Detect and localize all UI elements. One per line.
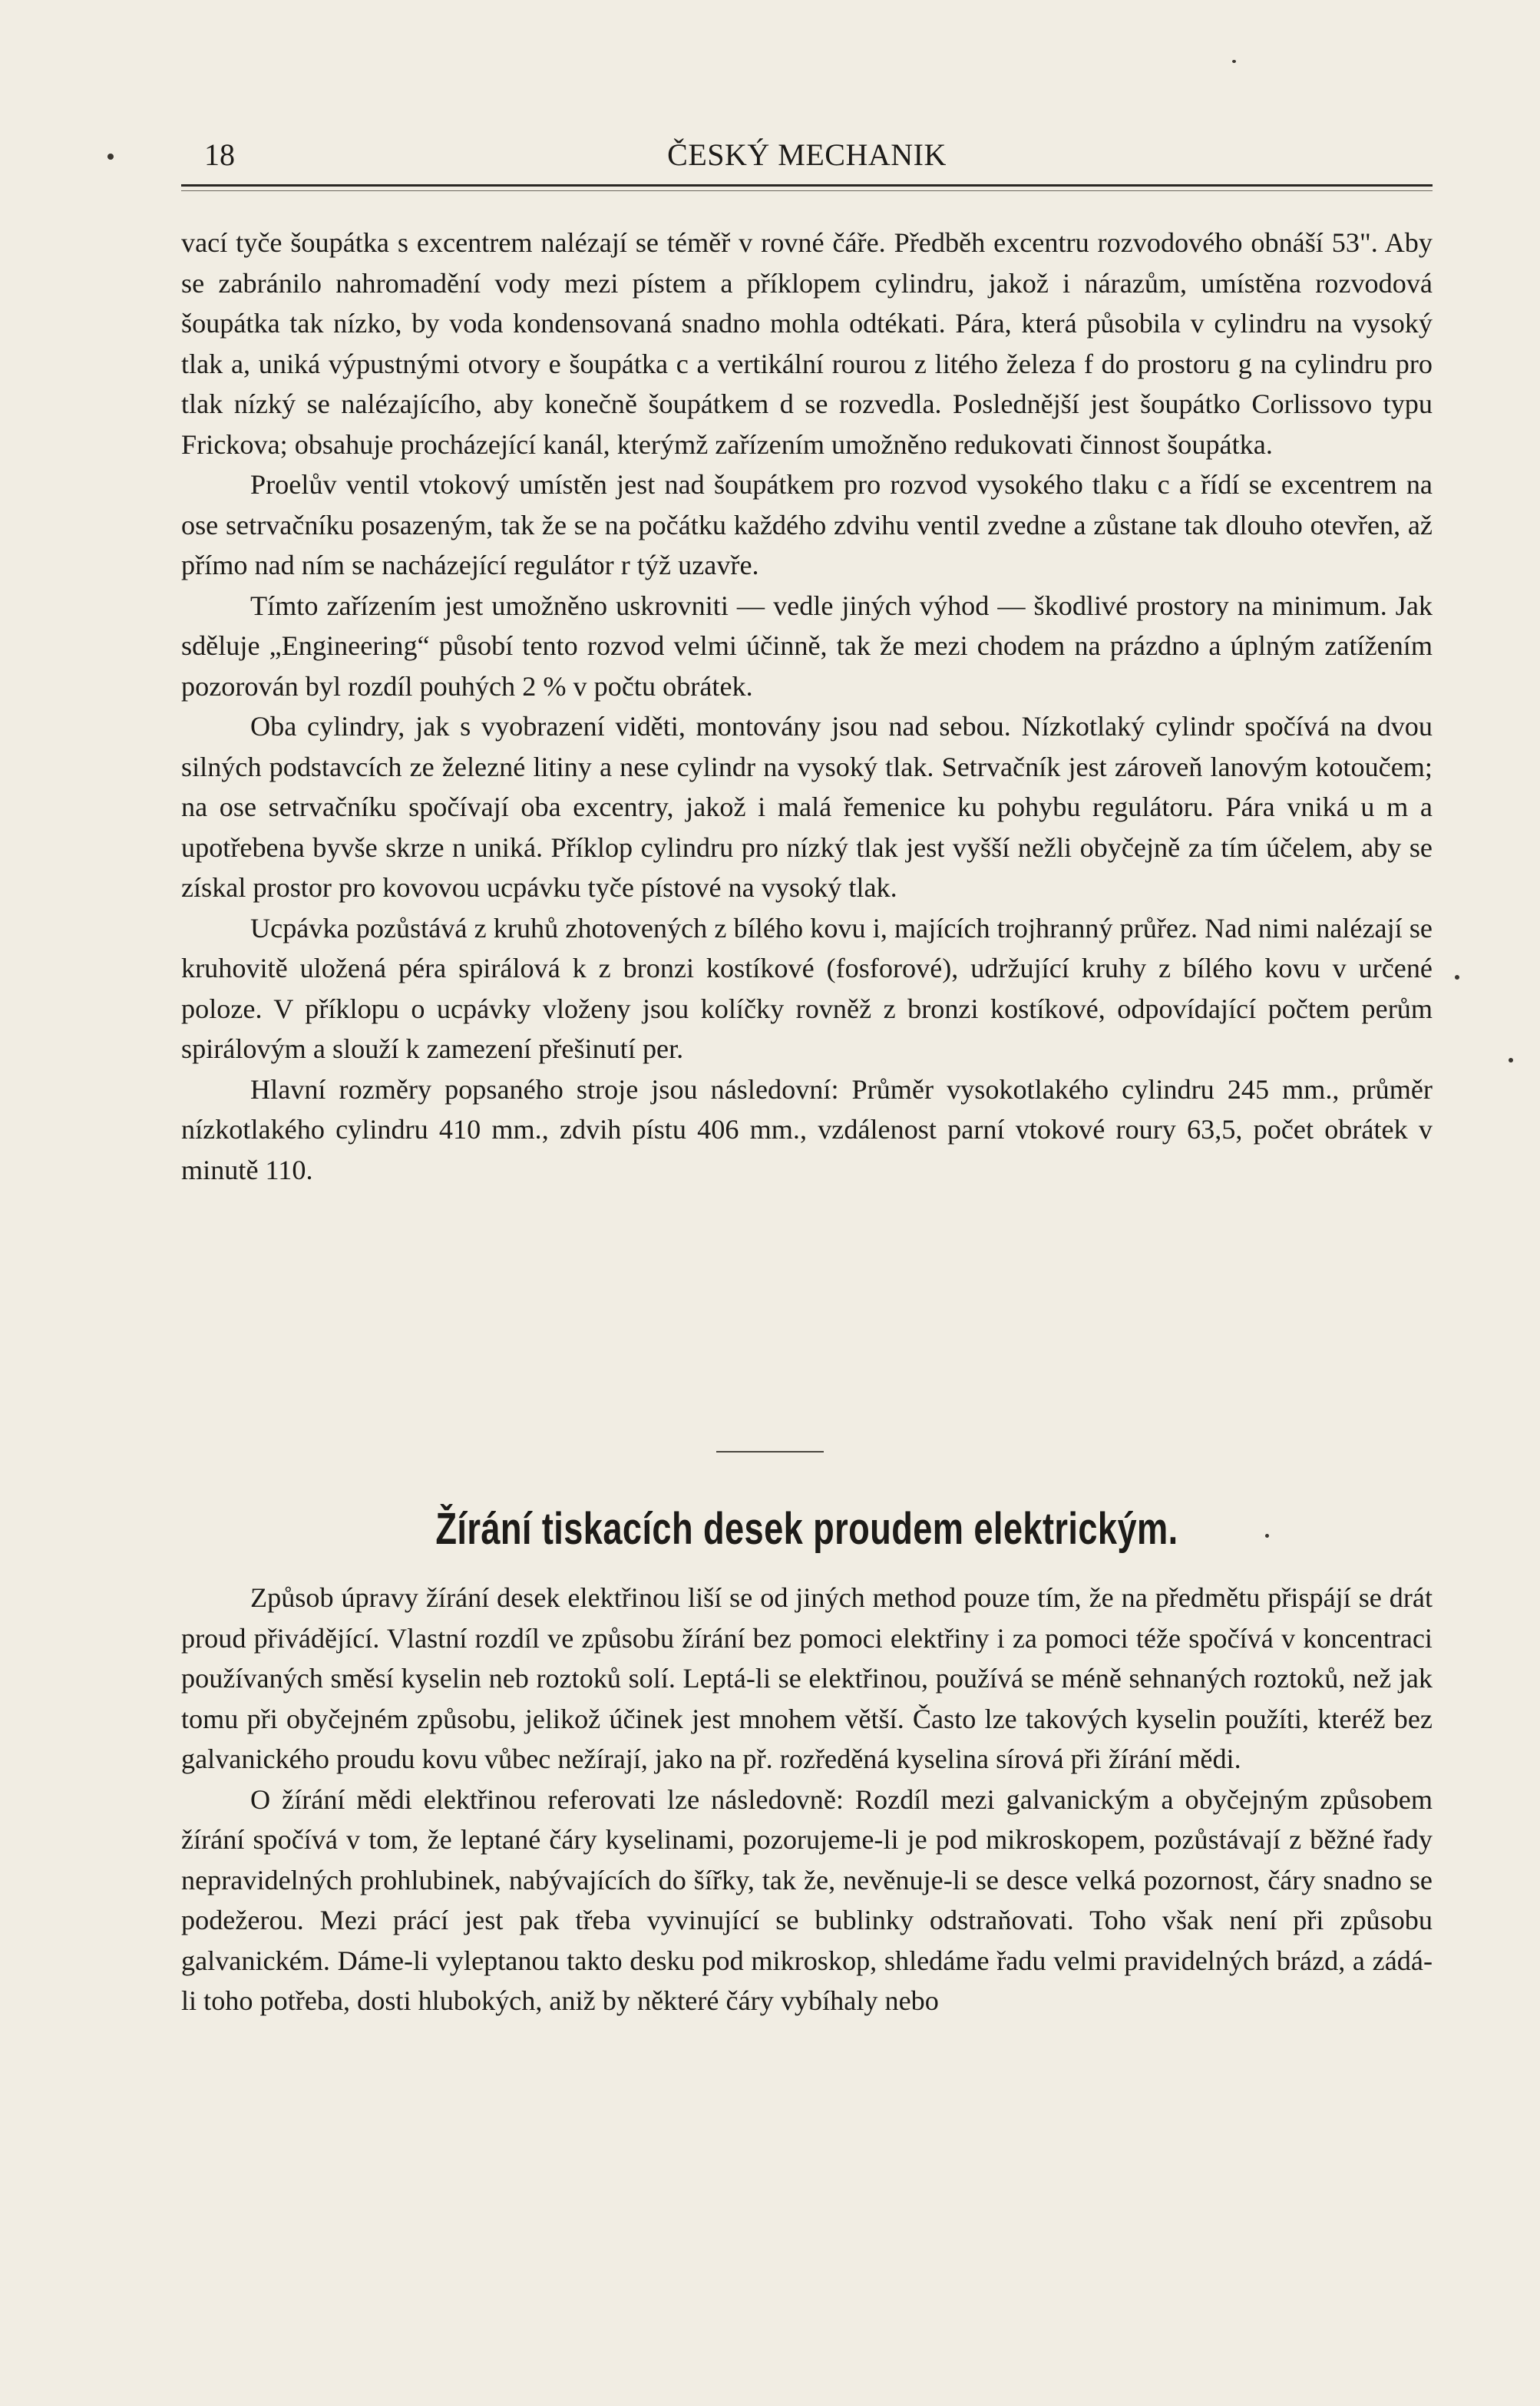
page-number: 18	[204, 137, 235, 172]
scan-speck	[1232, 60, 1236, 63]
running-title: ČESKÝ MECHANIK	[667, 137, 947, 172]
paragraph: Oba cylindry, jak s vyobrazení viděti, montovány jsou nad sebou. Nízkotlaký cylindr spočívá na dvou silných podstavcích ze železné litiny a nese cylindr na vysoký tlak. Setrvačník jest zároveň lanovým kotoučem; na ose setrvačníku spočívají oba excentry, jakož i malá řemenice ku pohybu regulátoru. Pára vniká u m a upotřebena byvše skrze n uniká. Příklop cylindru pro nízký tlak jest vyšší nežli obyčejně za tím účelem, aby se získal prostor pro kovovou ucpávku tyče pístové na vysoký tlak.	[181, 711, 1433, 903]
page-header	[181, 132, 1433, 178]
section-heading: Žírání tiskacích desek proudem elektrickým.	[435, 1504, 1178, 1554]
paragraph: Způsob úpravy žírání desek elektřinou liší se od jiných method pouze tím, že na předmětu přispájí se drát proud přivádějící. Vlastní rozdíl ve způsobu žírání bez pomoci elektřiny i za pomoci téže spočívá v koncentraci používaných směsí kyselin neb roztoků solí. Leptá-li se elektřinou, používá se méně sehnaných roztoků, než jak tomu při obyčejném způsobu, jelikož účinek jest mnohem větší. Často lze takových kyselin použíti, kteréž bez galvanického proudu kovu vůbec nežírají, jako na př. rozředěná kyselina sírová při žírání mědi.	[181, 1582, 1433, 1774]
section-separator	[716, 1451, 824, 1453]
article-etching-text	[181, 1578, 1433, 2021]
scan-speck	[1509, 1058, 1513, 1063]
scan-speck	[1265, 1534, 1269, 1538]
paragraph: Hlavní rozměry popsaného stroje jsou následovní: Průměr vysokotlakého cylindru 245 mm., průměr nízkotlakého cylindru 410 mm., zdvih pístu 406 mm., vzdálenost parní vtokové roury 63,5, počet obrátek v minutě 110.	[181, 1073, 1433, 1185]
scan-speck	[1455, 975, 1459, 980]
header-rule	[181, 184, 1433, 187]
paragraph: Proelův ventil vtokový umístěn jest nad šoupátkem pro rozvod vysokého tlaku c a řídí se excentrem na ose setrvačníku posazeným, tak že se na počátku každého zdvihu ventil zvedne a zůstane tak dlouho otevřen, až přímo nad ním se nacházející regulátor r týž uzavře.	[181, 469, 1433, 580]
header-rule-thin	[181, 190, 1433, 191]
article-steam-engine-text	[181, 223, 1433, 1190]
paragraph: Ucpávka pozůstává z kruhů zhotovených z bílého kovu i, majících trojhranný průřez. Nad nimi nalézají se kruhovitě uložená péra spirálová k z bronzi kostíkové (fosforové), udržující kruhy z bílého kovu v určené poloze. V příklopu o ucpávky vloženy jsou kolíčky rovněž z bronzi kostíkové, odpovídající počtem perům spirálovým a slouží k zamezení přešinutí per.	[181, 912, 1433, 1064]
paragraph: O žírání mědi elektřinou referovati lze následovně: Rozdíl mezi galvanickým a obyčejným způsobem žírání spočívá v tom, že leptané čáry kyselinami, pozorujeme-li je pod mikroskopem, pozůstávají z běžné řady nepravidelných prohlubinek, nabývajících do šířky, tak že, nevěnuje-li se desce velká pozornost, čáry snadno se podežerou. Mezi prácí jest pak třeba vyvinující se bublinky odstraňovati. Toho však není při způsobu galvanickém. Dáme-li vyleptanou takto desku pod mikroskop, shledáme řadu velmi pravidelných brázd, a zádá-li toho potřeba, dosti hlubokých, aniž by některé čáry vybíhaly nebo	[181, 1783, 1433, 2016]
paragraph: vací tyče šoupátka s excentrem nalézají se téměř v rovné čáře. Předběh excentru rozvodového obnáší 53". Aby se zabránilo nahromadění vody mezi pístem a příklopem cylindru, jakož i nárazům, umístěna rozvodová šoupátka tak nízko, by voda kondensovaná snadno mohla odtékati. Pára, která působila v cylindru na vysoký tlak a, uniká výpustnými otvory e šoupátka c a vertikální rourou z litého železa f do prostoru g na cylindru pro tlak nízký se nalézajícího, aby konečně šoupátkem d se rozvedla. Poslednější jest šoupátko Corlissovo typu Frickova; obsahuje procházející kanál, kterýmž zařízením umožněno redukovati činnost šoupátka.	[181, 227, 1433, 460]
scan-speck	[107, 154, 114, 160]
paragraph: Tímto zařízením jest umožněno uskrovniti — vedle jiných výhod — škodlivé prostory na minimum. Jak sděluje „Engineering“ působí tento rozvod velmi účinně, tak že mezi chodem na prázdno a úplným zatížením pozorován byl rozdíl pouhých 2 % v počtu obrátek.	[181, 590, 1433, 702]
